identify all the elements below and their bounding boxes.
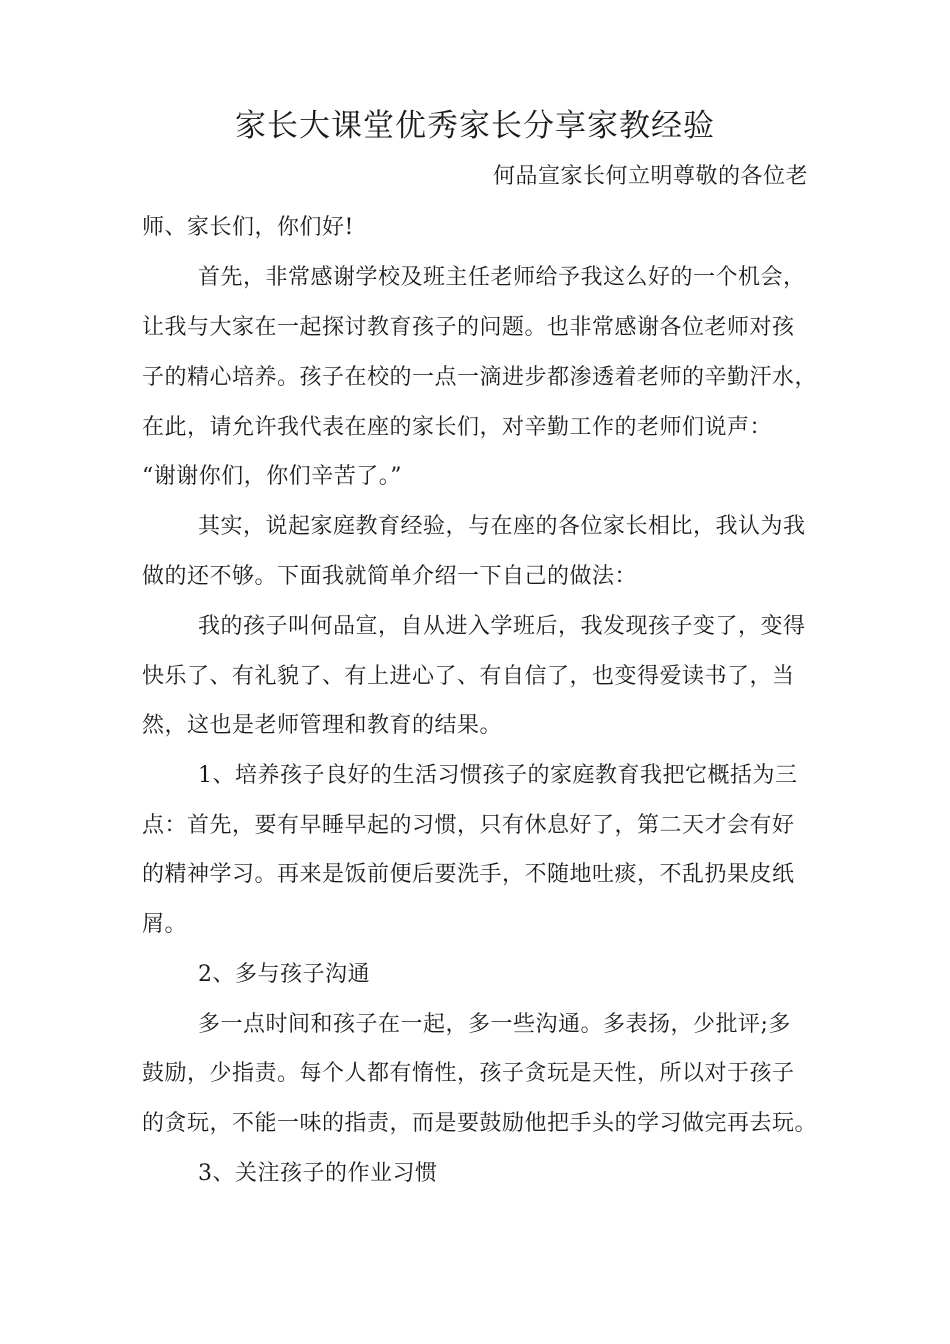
document-title: 家长大课堂优秀家长分享家教经验 [235,108,715,144]
text-line: 的贪玩，不能一味的指责，而是要鼓励他把手头的学习做完再去玩。 [142,1111,818,1136]
text-line: 鼓励，少指责。每个人都有惰性，孩子贪玩是天性，所以对于孩子 [142,1061,795,1086]
text-line: 2、多与孩子沟通 [198,962,370,987]
text-line: 首先，非常感谢学校及班主任老师给予我这么好的一个机会， [198,265,806,290]
text-line: 做的还不够。下面我就简单介绍一下自己的做法： [142,564,638,589]
text-line: “谢谢你们，你们辛苦了。” [142,464,402,489]
text-line: 让我与大家在一起探讨教育孩子的问题。也非常感谢各位老师对孩 [142,315,795,340]
text-line: 在此，请允许我代表在座的家长们，对辛勤工作的老师们说声： [142,415,773,440]
text-line: 其实，说起家庭教育经验，与在座的各位家长相比，我认为我 [198,514,806,539]
author-byline: 何品宣家长何立明尊敬的各位老 [492,164,808,189]
text-line: 1、培养孩子良好的生活习惯孩子的家庭教育我把它概括为三 [198,763,798,788]
text-line: 点：首先，要有早睡早起的习惯，只有休息好了，第二天才会有好 [142,813,795,838]
text-line: 快乐了、有礼貌了、有上进心了、有自信了，也变得爱读书了，当 [142,664,795,689]
text-line: 3、关注孩子的作业习惯 [198,1161,438,1186]
text-line: 然，这也是老师管理和教育的结果。 [142,713,503,738]
text-line: 我的孩子叫何品宣，自从进入学班后，我发现孩子变了，变得 [198,614,806,639]
text-line: 子的精心培养。孩子在校的一点一滴进步都渗透着老师的辛勤汗水， [142,365,818,390]
text-line: 屑。 [142,912,188,937]
text-line: 多一点时间和孩子在一起，多一些沟通。多表扬，少批评;多 [198,1012,791,1037]
text-line: 师、家长们，你们好! [142,215,354,240]
text-line: 的精神学习。再来是饭前便后要洗手，不随地吐痰，不乱扔果皮纸 [142,862,795,887]
